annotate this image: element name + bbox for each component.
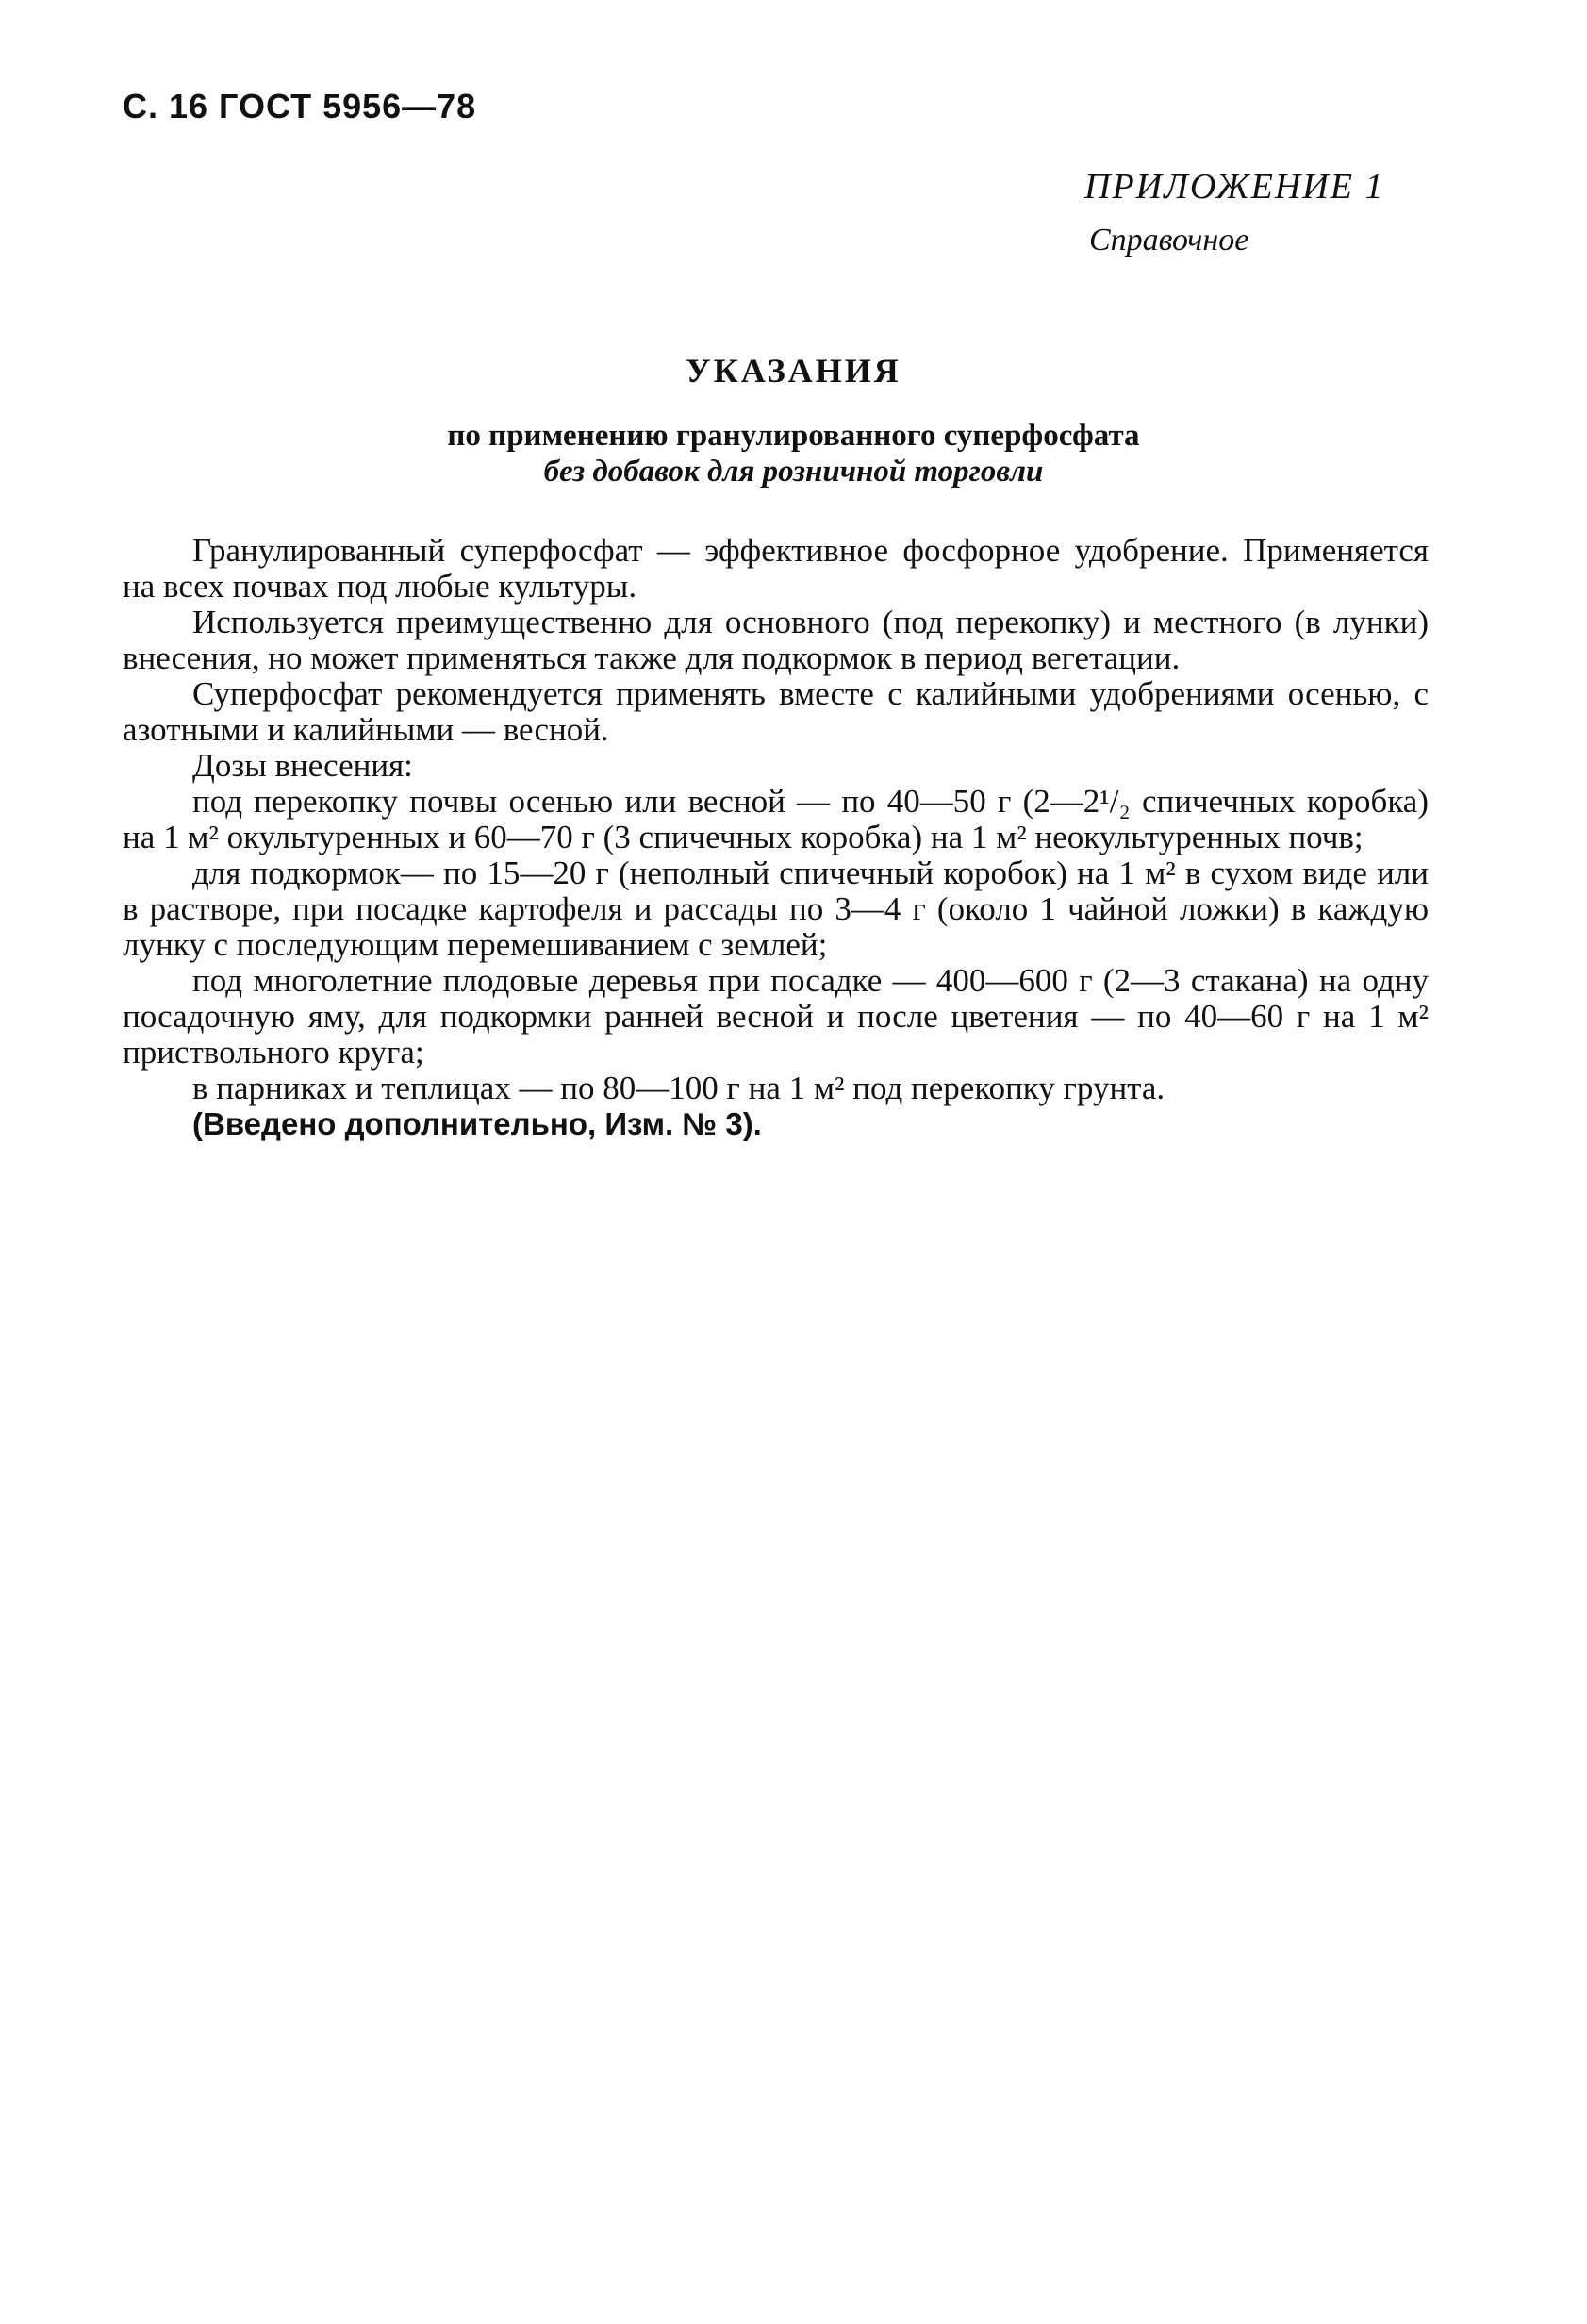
paragraph-usage: Используется преимущественно для основного (под перекопку) и местного (в лунки) внесения, но может применяться также для подкормок в период вегетации. <box>123 604 1429 676</box>
paragraph-dose-digging: под перекопку почвы осенью или весной — по 40—50 г (2—2¹/₂ спичечных коробка) на 1 м² окультуренных и 60—70 г (3 спичечных коробка) на 1 м² неокультуренных почв; <box>123 783 1429 855</box>
amendment-note: (Введено дополнительно, Изм. № 3). <box>192 1106 762 1141</box>
paragraph-combination: Суперфосфат рекомендуется применять вместе с калийными удобрениями осенью, с азотными и калийными — весной. <box>123 675 1429 748</box>
document-body <box>123 533 1429 1142</box>
paragraph-dose-feeding: для подкормок— по 15—20 г (неполный спичечный коробок) на 1 м² в сухом виде или в растворе, при посадке картофеля и рассады по 3—4 г (около 1 чайной ложки) в каждую лунку с последующим перемешиванием с землей; <box>123 855 1429 963</box>
paragraph-doses-heading: Дозы внесения: <box>192 747 413 784</box>
appendix-type: Справочное <box>1089 223 1249 257</box>
paragraph-dose-trees: под многолетние плодовые деревья при посадке — 400—600 г (2—3 стакана) на одну посадочную яму, для подкормки ранней весной и после цветения — по 40—60 г на 1 м² приствольного круга; <box>123 962 1429 1071</box>
document-title: УКАЗАНИЯ <box>686 352 901 390</box>
paragraph-intro: Гранулированный суперфосфат — эффективное фосфорное удобрение. Применяется на всех почвах под любые культуры. <box>123 532 1429 605</box>
document-subtitle-line2: без добавок для розничной торговли <box>543 455 1044 489</box>
page-header: С. 16 ГОСТ 5956—78 <box>123 87 477 125</box>
appendix-label: ПРИЛОЖЕНИЕ 1 <box>1084 167 1385 207</box>
paragraph-dose-greenhouse: в парниках и теплицах — по 80—100 г на 1 м² под перекопку грунта. <box>192 1070 1165 1106</box>
document-subtitle-line1: по применению гранулированного суперфосфата <box>447 419 1140 453</box>
